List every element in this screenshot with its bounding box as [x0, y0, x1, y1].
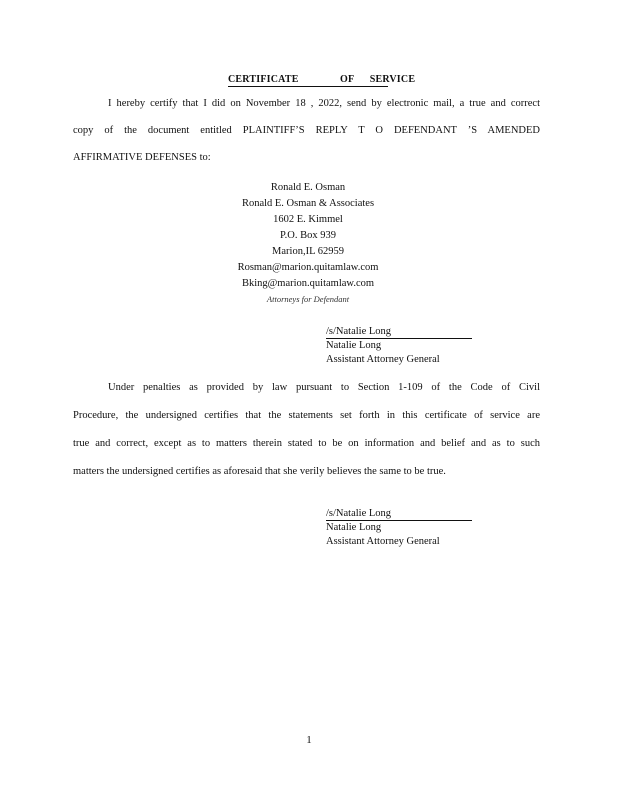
address-line: Ronald E. Osman: [270, 182, 346, 193]
signer-title: Assistant Attorney General: [326, 536, 440, 547]
penalty-line-2: Procedure, the undersigned certifies that the statements set forth in this certificate of service are: [73, 410, 540, 421]
address-email: Rosman@marion.quitamlaw.com: [237, 262, 379, 273]
intro-line-1: I hereby certify that I did on November 18 , 2022, send by electronic mail, a true and correct: [108, 98, 540, 109]
signer-title: Assistant Attorney General: [326, 354, 440, 365]
address-email: Bking@marion.quitamlaw.com: [241, 278, 375, 289]
signature-block-2: [326, 507, 472, 549]
intro-line-2: copy of the document entitled PLAINTIFF’S REPLY T O DEFENDANT ’S AMENDED: [73, 125, 540, 136]
signature-line: /s/Natalie Long: [326, 326, 472, 339]
penalty-line-1: Under penalties as provided by law pursuant to Section 1-109 of the Code of Civil: [108, 382, 540, 393]
address-role: Attorneys for Defendant: [266, 294, 350, 304]
address-line: Ronald E. Osman & Associates: [241, 198, 375, 209]
address-line: P.O. Box 939: [279, 230, 336, 241]
signer-name: Natalie Long: [326, 522, 382, 533]
title-word-service: SERVICE: [369, 74, 416, 85]
penalty-line-4: matters the undersigned certifies as aforesaid that she verily believes the same to be true.: [73, 466, 446, 477]
signer-name: Natalie Long: [326, 340, 382, 351]
service-address-block: [180, 180, 436, 306]
title-word-certificate: CERTIFICATE: [228, 74, 299, 85]
certificate-title: [228, 74, 416, 87]
address-line: Marion,IL 62959: [272, 246, 344, 257]
intro-line-3: AFFIRMATIVE DEFENSES to:: [73, 152, 211, 163]
address-line: 1602 E. Kimmel: [273, 214, 343, 225]
penalty-line-3: true and correct, except as to matters therein stated to be on information and belief and as to such: [73, 438, 540, 449]
signature-block-1: [326, 325, 472, 367]
signature-line: /s/Natalie Long: [326, 508, 472, 521]
page-number: 1: [306, 734, 312, 746]
title-word-of: OF: [339, 74, 355, 85]
